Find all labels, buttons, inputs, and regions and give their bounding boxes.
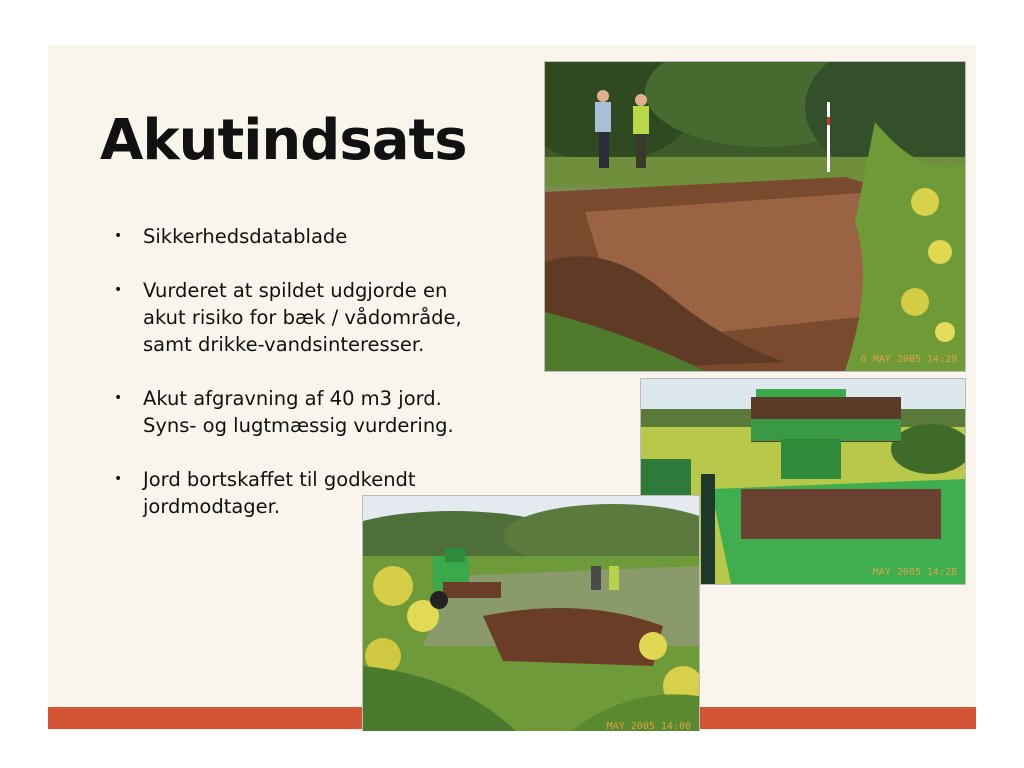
bullet-text: Sikkerhedsdatablade (143, 225, 348, 248)
bullet-icon: • (114, 282, 123, 298)
loader-field-photo (362, 495, 700, 731)
bullet-text: Vurderet at spildet udgjorde en akut risiko for bæk / vådområde, samt drikke-vandsinteresser. (143, 279, 462, 356)
excavation-site-photo (544, 61, 966, 372)
date-stamp: 6 MAY 2005 14:29 (860, 354, 957, 365)
bullet-icon: • (114, 471, 123, 487)
bullet-item (114, 385, 474, 439)
date-stamp: MAY 2005 14:28 (872, 567, 957, 578)
bullet-text: Akut afgravning af 40 m3 jord. Syns- og lugtmæssig vurdering. (143, 387, 454, 437)
bullet-text: Jord bortskaffet til godkendt jordmodtager. (143, 468, 416, 518)
bullet-icon: • (114, 390, 123, 406)
slide (48, 45, 976, 731)
bullet-item (114, 277, 474, 358)
date-stamp: MAY 2005 14:00 (606, 721, 691, 731)
slide-title: Akutindsats (100, 108, 467, 173)
bullet-icon: • (114, 228, 123, 244)
bullet-item (114, 223, 474, 250)
